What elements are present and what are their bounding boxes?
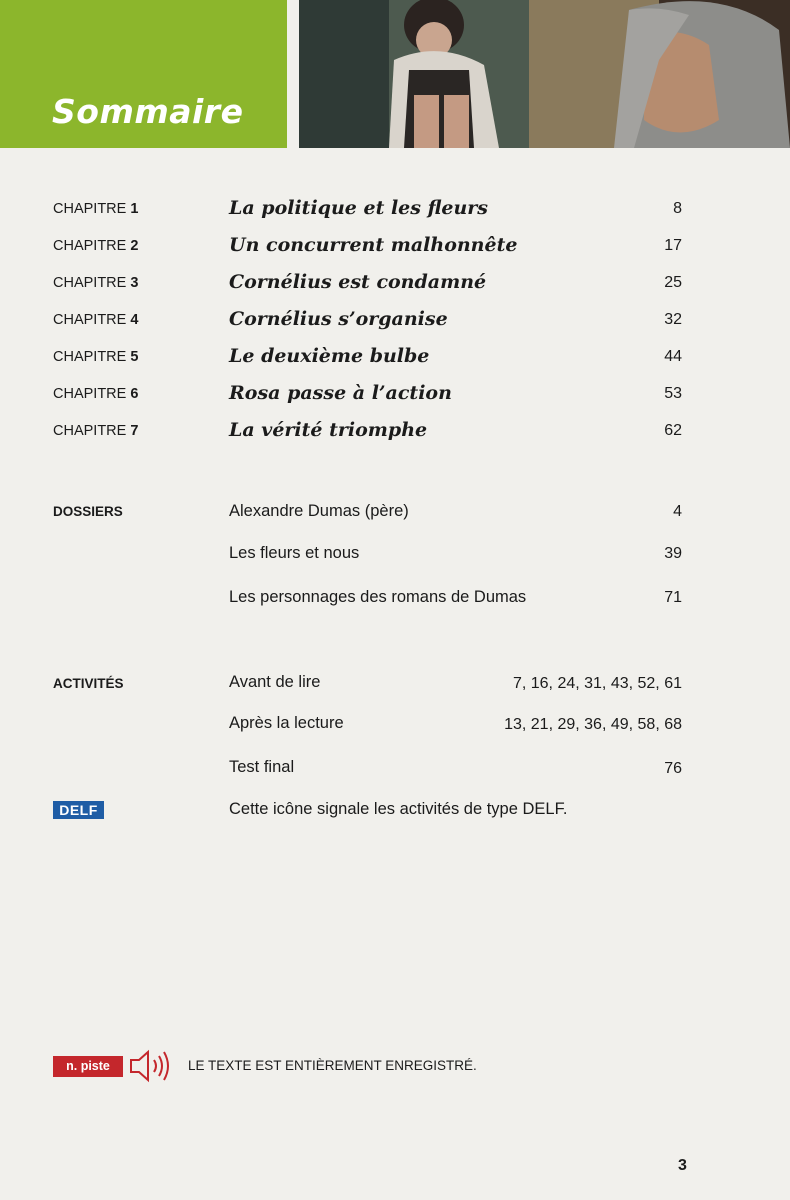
dossier-title: Les fleurs et nous <box>229 544 360 562</box>
chapter-page: 53 <box>664 385 682 402</box>
chapter-page: 32 <box>664 311 682 328</box>
chapter-page: 8 <box>673 200 682 217</box>
chapter-label: CHAPITRE 7 <box>53 423 139 439</box>
dossier-page: 71 <box>664 589 682 606</box>
chapter-page: 44 <box>664 348 682 365</box>
dossiers-label: DOSSIERS <box>53 504 123 519</box>
chapter-title: Rosa passe à l’action <box>229 382 452 404</box>
activites-label: ACTIVITÉS <box>53 676 124 691</box>
page-number: 3 <box>678 1157 687 1174</box>
chapter-title: Le deuxième bulbe <box>229 345 430 367</box>
chapter-title: Un concurrent malhonnête <box>229 234 518 256</box>
audio-note: LE TEXTE EST ENTIÈREMENT ENREGISTRÉ. <box>188 1058 477 1073</box>
chapter-title: Cornélius s’organise <box>229 308 448 330</box>
dossier-title: Alexandre Dumas (père) <box>229 502 409 520</box>
delf-badge: DELF <box>53 801 104 819</box>
illustration-art <box>299 0 790 148</box>
chapter-label: CHAPITRE 4 <box>53 312 139 328</box>
activite-pages: 76 <box>664 760 682 777</box>
delf-note: Cette icône signale les activités de type DELF. <box>229 800 568 818</box>
chapter-title: La vérité triomphe <box>229 419 428 441</box>
activite-title: Avant de lire <box>229 673 321 691</box>
chapter-page: 17 <box>664 237 682 254</box>
dossier-page: 4 <box>673 503 682 520</box>
activite-pages: 13, 21, 29, 36, 49, 58, 68 <box>504 716 682 733</box>
chapter-label: CHAPITRE 3 <box>53 275 139 291</box>
chapter-title: La politique et les fleurs <box>229 197 488 219</box>
activite-title: Après la lecture <box>229 714 344 732</box>
chapter-label: CHAPITRE 6 <box>53 386 139 402</box>
chapter-label: CHAPITRE 5 <box>53 349 139 365</box>
chapter-page: 62 <box>664 422 682 439</box>
chapter-label: CHAPITRE 1 <box>53 201 139 217</box>
dossier-title: Les personnages des romans de Dumas <box>229 588 527 606</box>
chapter-title: Cornélius est condamné <box>229 271 487 293</box>
activite-pages: 7, 16, 24, 31, 43, 52, 61 <box>512 675 682 692</box>
speaker-icon <box>128 1048 174 1084</box>
piste-badge: n. piste <box>53 1056 123 1077</box>
activite-title: Test final <box>229 758 295 776</box>
header-illustration <box>299 0 790 148</box>
chapter-label: CHAPITRE 2 <box>53 238 139 254</box>
chapter-page: 25 <box>664 274 682 291</box>
dossier-page: 39 <box>664 545 682 562</box>
page-title: Sommaire <box>52 92 244 131</box>
